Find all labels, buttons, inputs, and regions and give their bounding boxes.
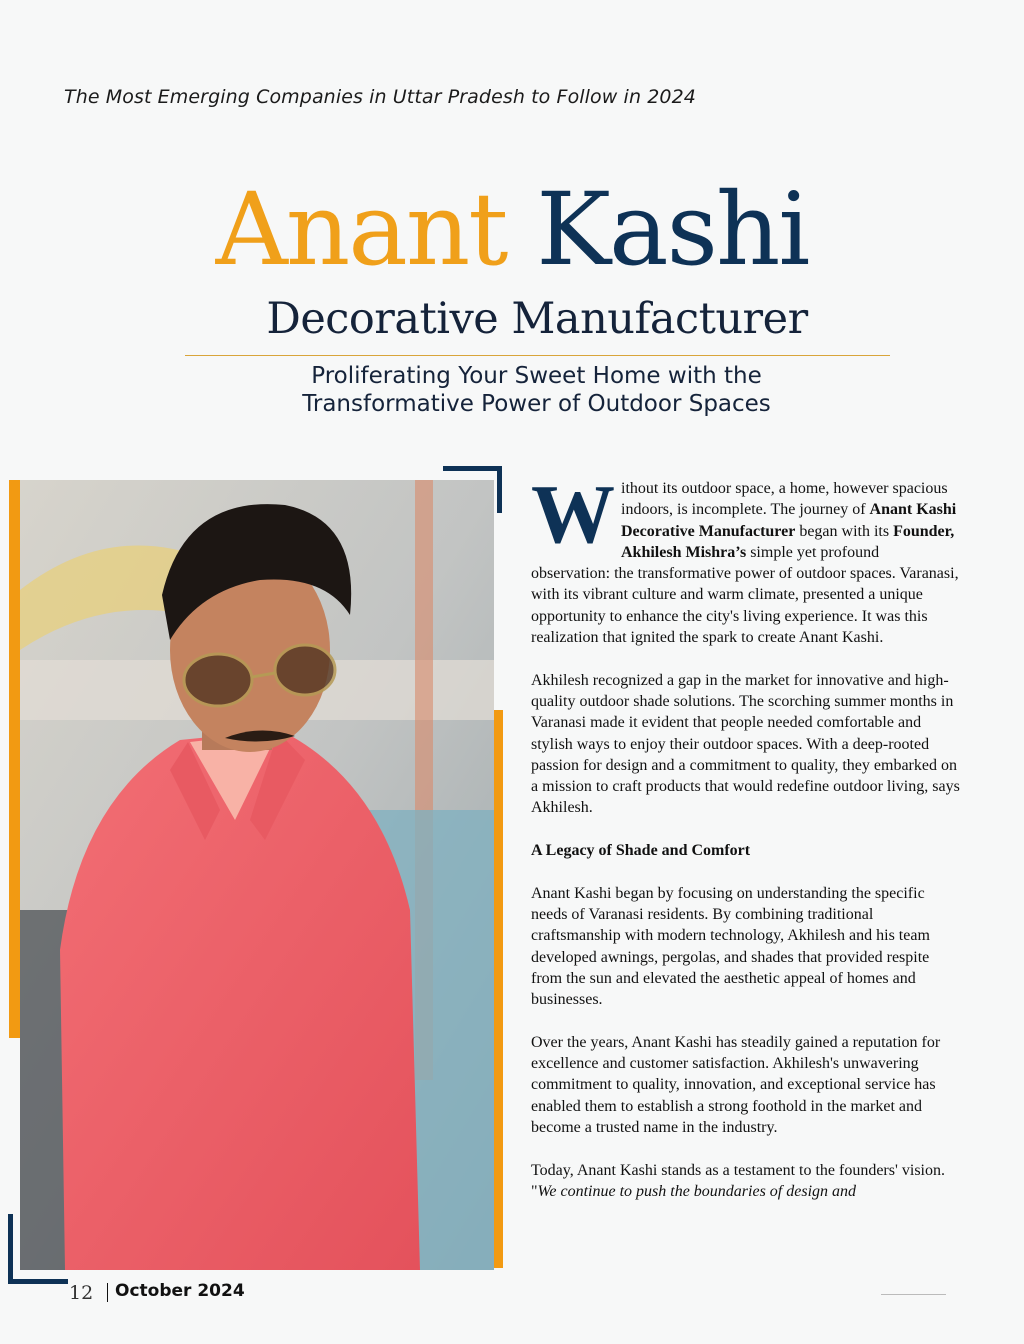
company-title bbox=[0, 165, 1024, 295]
title-word-kashi: Kashi bbox=[536, 171, 809, 288]
page-number: 12 bbox=[69, 1282, 94, 1304]
company-name-bold: Anant Kashi Decorative Manufacturer bbox=[621, 501, 957, 540]
article-body bbox=[531, 468, 961, 1223]
quote-italic: We continue to push the boundaries of design and bbox=[537, 1182, 857, 1200]
founder-name-bold: Founder, Akhilesh Mishra’s bbox=[621, 522, 955, 561]
paragraph-1 bbox=[531, 468, 961, 648]
founder-photo bbox=[20, 480, 494, 1270]
paragraph-5 bbox=[531, 1160, 961, 1203]
accent-bar-left bbox=[9, 480, 20, 1038]
tagline-line-1: Proliferating Your Sweet Home with the bbox=[311, 363, 762, 389]
drop-cap: W bbox=[531, 468, 615, 561]
footer-separator bbox=[107, 1283, 108, 1302]
paragraph-3: Anant Kashi began by focusing on understanding the specific needs of Varanasi residents. By combining traditional craftsmanship with modern technology, Akhilesh and his team developed awnings, pergolas, and shades that provided respite from the sun and elevated the aesthetic appeal of homes and businesses. bbox=[531, 884, 930, 1009]
magazine-kicker: The Most Emerging Companies in Uttar Pradesh to Follow in 2024 bbox=[64, 86, 696, 108]
founder-photo-illustration bbox=[20, 480, 494, 1270]
title-divider bbox=[185, 355, 890, 356]
p1-text-b: began with its bbox=[795, 522, 894, 540]
p1-text-c: simple yet profound observation: the transformative power of outdoor spaces. Varanasi, with its vibrant culture and warm climate, presented a unique opportunity to enhance the city's living experience. It was this realization that ignited the spark to create Anant Kashi. bbox=[531, 543, 959, 647]
p5-text-a: Today, Anant Kashi stands as a testament to the founders' vision. " bbox=[531, 1161, 945, 1200]
paragraph-2: Akhilesh recognized a gap in the market for innovative and high-quality outdoor shade solutions. The scorching summer months in Varanasi made it evident that people needed comfortable and stylish ways to enjoy their outdoor spaces. With a deep-rooted passion for design and a commitment to quality, they embarked on a mission to craft products that would redefine outdoor living, says Akhilesh. bbox=[531, 671, 960, 817]
tagline-line-2: Transformative Power of Outdoor Spaces bbox=[302, 391, 771, 417]
footer-rule bbox=[881, 1294, 946, 1295]
tagline bbox=[0, 362, 1024, 418]
paragraph-4: Over the years, Anant Kashi has steadily gained a reputation for excellence and customer satisfaction. Akhilesh's unwavering commitment to quality, innovation, and exceptional service has enabled them to establish a strong foothold in the market and become a trusted name in the industry. bbox=[531, 1033, 941, 1136]
p1-text-a: ithout its outdoor space, a home, however spacious indoors, is incomplete. The journey of bbox=[621, 480, 948, 519]
issue-date: October 2024 bbox=[115, 1281, 245, 1301]
section-heading: A Legacy of Shade and Comfort bbox=[531, 842, 751, 860]
accent-bar-right bbox=[494, 710, 503, 1268]
company-subtitle: Decorative Manufacturer bbox=[266, 294, 808, 344]
title-word-anant: Anant bbox=[215, 171, 507, 288]
